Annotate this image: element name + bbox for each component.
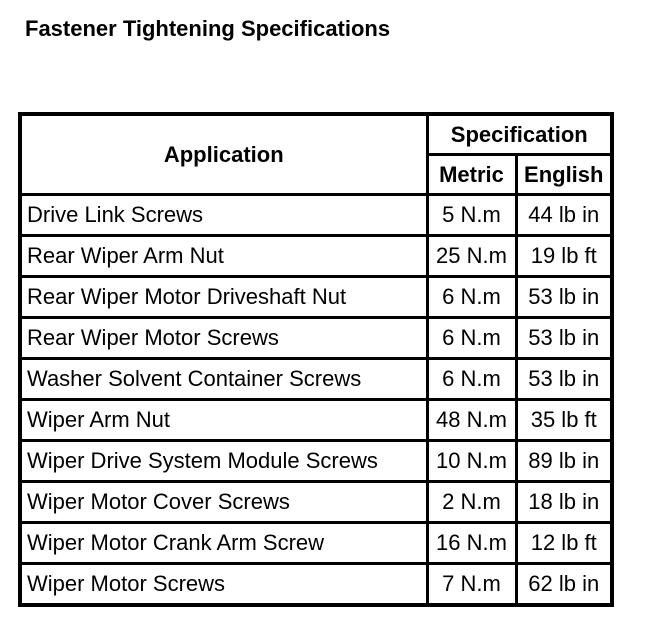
cell-application: Wiper Arm Nut: [20, 400, 427, 441]
header-specification: Specification: [427, 114, 612, 155]
cell-metric: 2 N.m: [427, 482, 516, 523]
table-row: [20, 236, 612, 277]
cell-english: 53 lb in: [516, 318, 612, 359]
header-application: Application: [20, 114, 427, 195]
cell-metric: 16 N.m: [427, 523, 516, 564]
cell-english: 53 lb in: [516, 359, 612, 400]
table-row: [20, 441, 612, 482]
table-row: [20, 195, 612, 236]
cell-application: Rear Wiper Motor Screws: [20, 318, 427, 359]
cell-metric: 7 N.m: [427, 564, 516, 606]
cell-application: Wiper Motor Screws: [20, 564, 427, 606]
cell-english: 53 lb in: [516, 277, 612, 318]
header-english: English: [516, 155, 612, 195]
cell-application: Wiper Motor Cover Screws: [20, 482, 427, 523]
cell-application: Rear Wiper Motor Driveshaft Nut: [20, 277, 427, 318]
cell-english: 18 lb in: [516, 482, 612, 523]
cell-metric: 5 N.m: [427, 195, 516, 236]
cell-metric: 6 N.m: [427, 277, 516, 318]
cell-application: Wiper Drive System Module Screws: [20, 441, 427, 482]
cell-metric: 48 N.m: [427, 400, 516, 441]
table-row: [20, 523, 612, 564]
table-row: [20, 482, 612, 523]
cell-metric: 25 N.m: [427, 236, 516, 277]
table-row: [20, 318, 612, 359]
cell-metric: 10 N.m: [427, 441, 516, 482]
cell-application: Wiper Motor Crank Arm Screw: [20, 523, 427, 564]
cell-application: Rear Wiper Arm Nut: [20, 236, 427, 277]
cell-english: 35 lb ft: [516, 400, 612, 441]
cell-english: 89 lb in: [516, 441, 612, 482]
cell-application: Drive Link Screws: [20, 195, 427, 236]
cell-english: 19 lb ft: [516, 236, 612, 277]
table-row: [20, 564, 612, 606]
table-row: [20, 359, 612, 400]
cell-metric: 6 N.m: [427, 359, 516, 400]
fastener-spec-table: [18, 112, 614, 607]
cell-application: Washer Solvent Container Screws: [20, 359, 427, 400]
cell-english: 44 lb in: [516, 195, 612, 236]
header-metric: Metric: [427, 155, 516, 195]
table-header-row: [20, 114, 612, 155]
page-title: Fastener Tightening Specifications: [25, 16, 391, 41]
table-row: [20, 400, 612, 441]
cell-english: 12 lb ft: [516, 523, 612, 564]
cell-metric: 6 N.m: [427, 318, 516, 359]
cell-english: 62 lb in: [516, 564, 612, 606]
table-row: [20, 277, 612, 318]
